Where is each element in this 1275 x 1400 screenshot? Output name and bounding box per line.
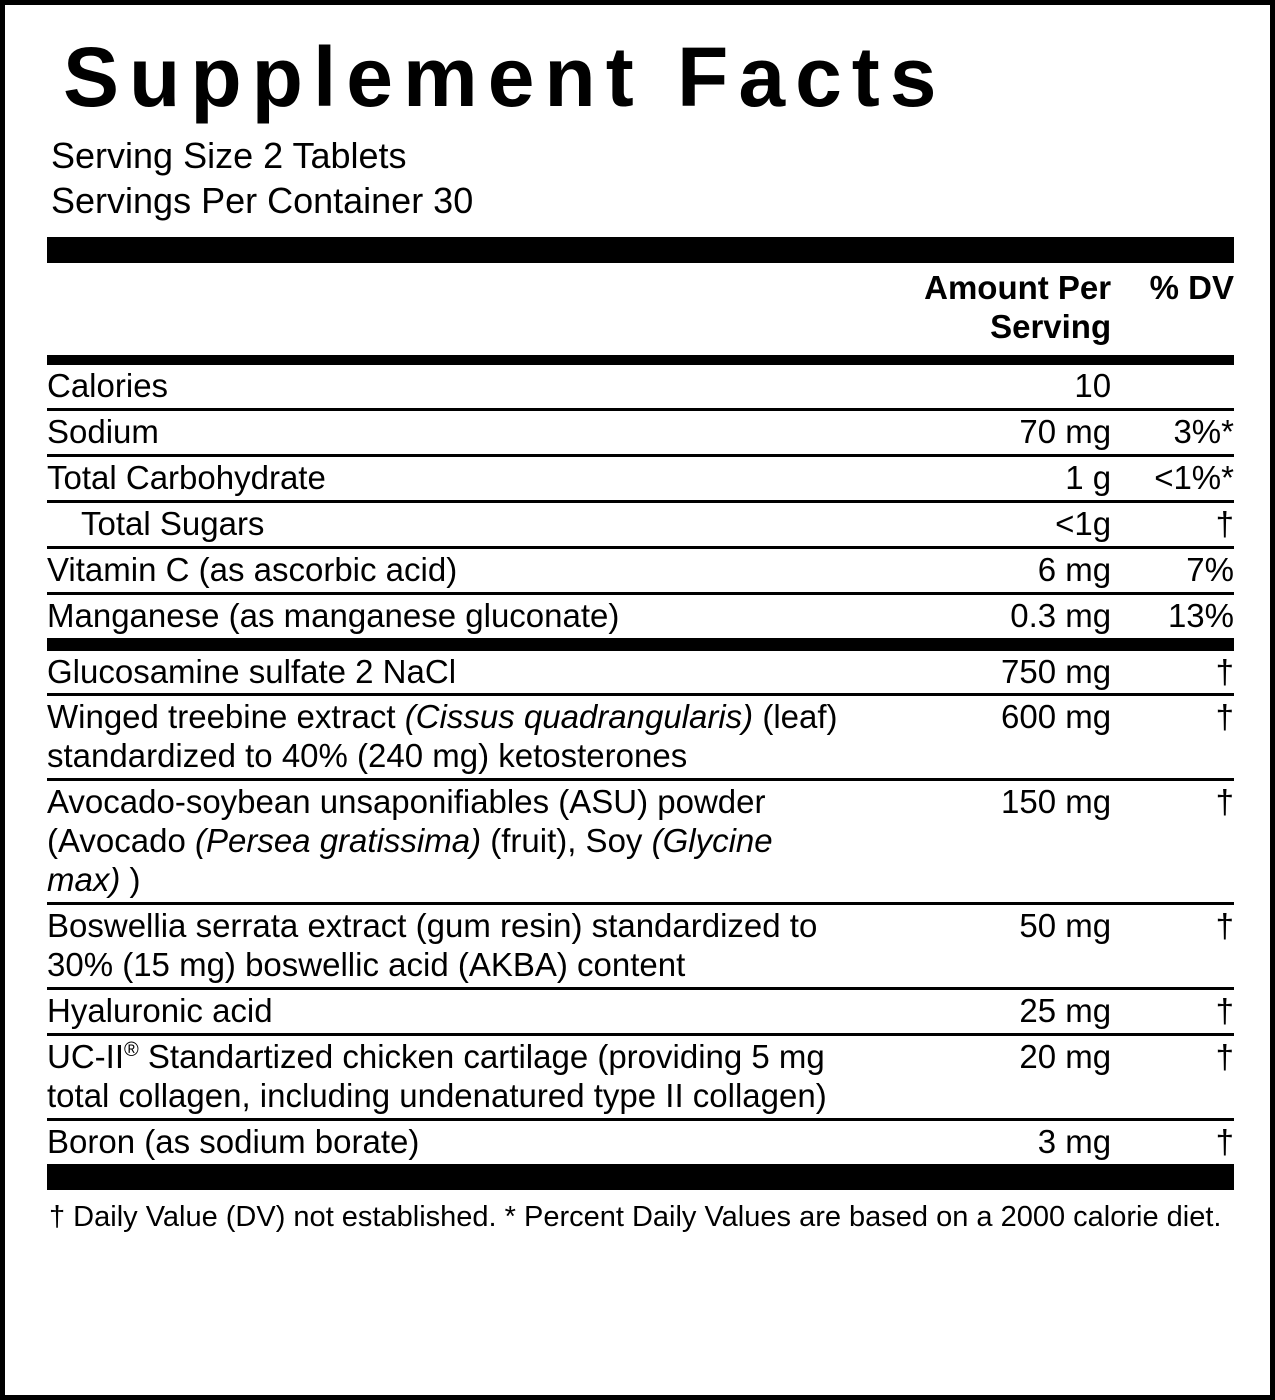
nutrient-name: Calories (47, 365, 851, 409)
nutrient-daily-value: <1%* (1119, 455, 1234, 501)
header-amount-per-serving: Amount Per Serving (851, 263, 1119, 360)
ingredient-name: Hyaluronic acid (47, 989, 851, 1035)
ingredient-amount: 150 mg (851, 780, 1119, 904)
ingredient-amount: 25 mg (851, 989, 1119, 1035)
ingredient-daily-value: † (1215, 1122, 1234, 1160)
table-row (47, 547, 1234, 593)
table-row (47, 1034, 1234, 1119)
ingredient-daily-value: † (1119, 989, 1234, 1035)
table-row (47, 501, 1234, 547)
ingredients-table-body (47, 651, 1234, 1164)
ingredient-name: UC-II® Standartized chicken cartilage (providing 5 mg total collagen, including undenatured type II collagen) (47, 1034, 851, 1119)
ingredient-name: Winged treebine extract (Cissus quadrangularis) (leaf) standardized to 40% (240 mg) ketosterones (47, 695, 851, 780)
ingredient-daily-value: † (1119, 780, 1234, 904)
ingredient-name: Avocado-soybean unsaponifiables (ASU) powder (Avocado (Persea gratissima) (fruit), Soy (Glycine max) ) (47, 780, 851, 904)
nutrient-daily-value: † (1119, 501, 1234, 547)
ingredient-name: Glucosamine sulfate 2 NaCl (47, 651, 851, 695)
nutrient-name: Vitamin C (as ascorbic acid) (47, 547, 851, 593)
ingredient-daily-value: † (1119, 695, 1234, 780)
nutrients-table-body (47, 365, 1234, 639)
facts-table (47, 263, 1234, 365)
table-row (47, 651, 1234, 695)
page-title: Supplement Facts (63, 30, 947, 124)
ingredient-daily-value: † (1119, 904, 1234, 989)
divider-thick-top (47, 237, 1234, 263)
nutrients-table (47, 365, 1234, 641)
nutrient-amount: 10 (851, 365, 1119, 409)
ingredient-name: Boswellia serrata extract (gum resin) standardized to 30% (15 mg) boswellic acid (AKBA) content (47, 904, 851, 989)
table-row (47, 904, 1234, 989)
header-spacer (47, 263, 851, 360)
table-header-row (47, 263, 1234, 360)
table-row (47, 695, 1234, 780)
nutrient-amount: 1 g (851, 455, 1119, 501)
nutrient-amount: 70 mg (851, 409, 1119, 455)
serving-size: Serving Size 2 Tablets (51, 135, 407, 176)
table-row (47, 455, 1234, 501)
ingredient-amount: 3 mg (1037, 1122, 1112, 1160)
table-row (47, 409, 1234, 455)
nutrient-daily-value: 7% (1119, 547, 1234, 593)
nutrient-amount: 6 mg (851, 547, 1119, 593)
table-row (47, 365, 1234, 409)
ingredient-daily-value: † (1119, 1034, 1234, 1119)
ingredient-amount: 600 mg (851, 695, 1119, 780)
ingredients-table (47, 651, 1234, 1164)
header-percent-dv: % DV (1119, 263, 1234, 360)
table-row (47, 593, 1234, 639)
footnote-text: † Daily Value (DV) not established. * Percent Daily Values are based on a 2000 calorie diet. (49, 1200, 1222, 1233)
nutrient-daily-value: 13% (1119, 593, 1234, 639)
nutrient-name: Total Carbohydrate (47, 455, 851, 501)
nutrient-amount: 0.3 mg (851, 593, 1119, 639)
nutrient-daily-value: 3%* (1119, 409, 1234, 455)
divider-thick-bottom (47, 1164, 1234, 1190)
nutrient-name: Sodium (47, 409, 851, 455)
ingredient-name: Boron (as sodium borate) (47, 1122, 420, 1160)
ingredient-amount: 50 mg (851, 904, 1119, 989)
nutrient-name: Total Sugars (47, 501, 851, 547)
ingredient-amount: 20 mg (851, 1034, 1119, 1119)
facts-table-body (47, 263, 1234, 360)
ingredient-amount: 750 mg (851, 651, 1119, 695)
divider-medium (47, 641, 1234, 651)
nutrient-amount: <1g (851, 501, 1119, 547)
servings-per-container: Servings Per Container 30 (51, 180, 474, 221)
nutrient-daily-value (1119, 365, 1234, 409)
nutrient-name: Manganese (as manganese gluconate) (47, 593, 851, 639)
table-row (47, 1119, 1234, 1163)
table-row (47, 989, 1234, 1035)
table-row (47, 780, 1234, 904)
ingredient-daily-value: † (1119, 651, 1234, 695)
